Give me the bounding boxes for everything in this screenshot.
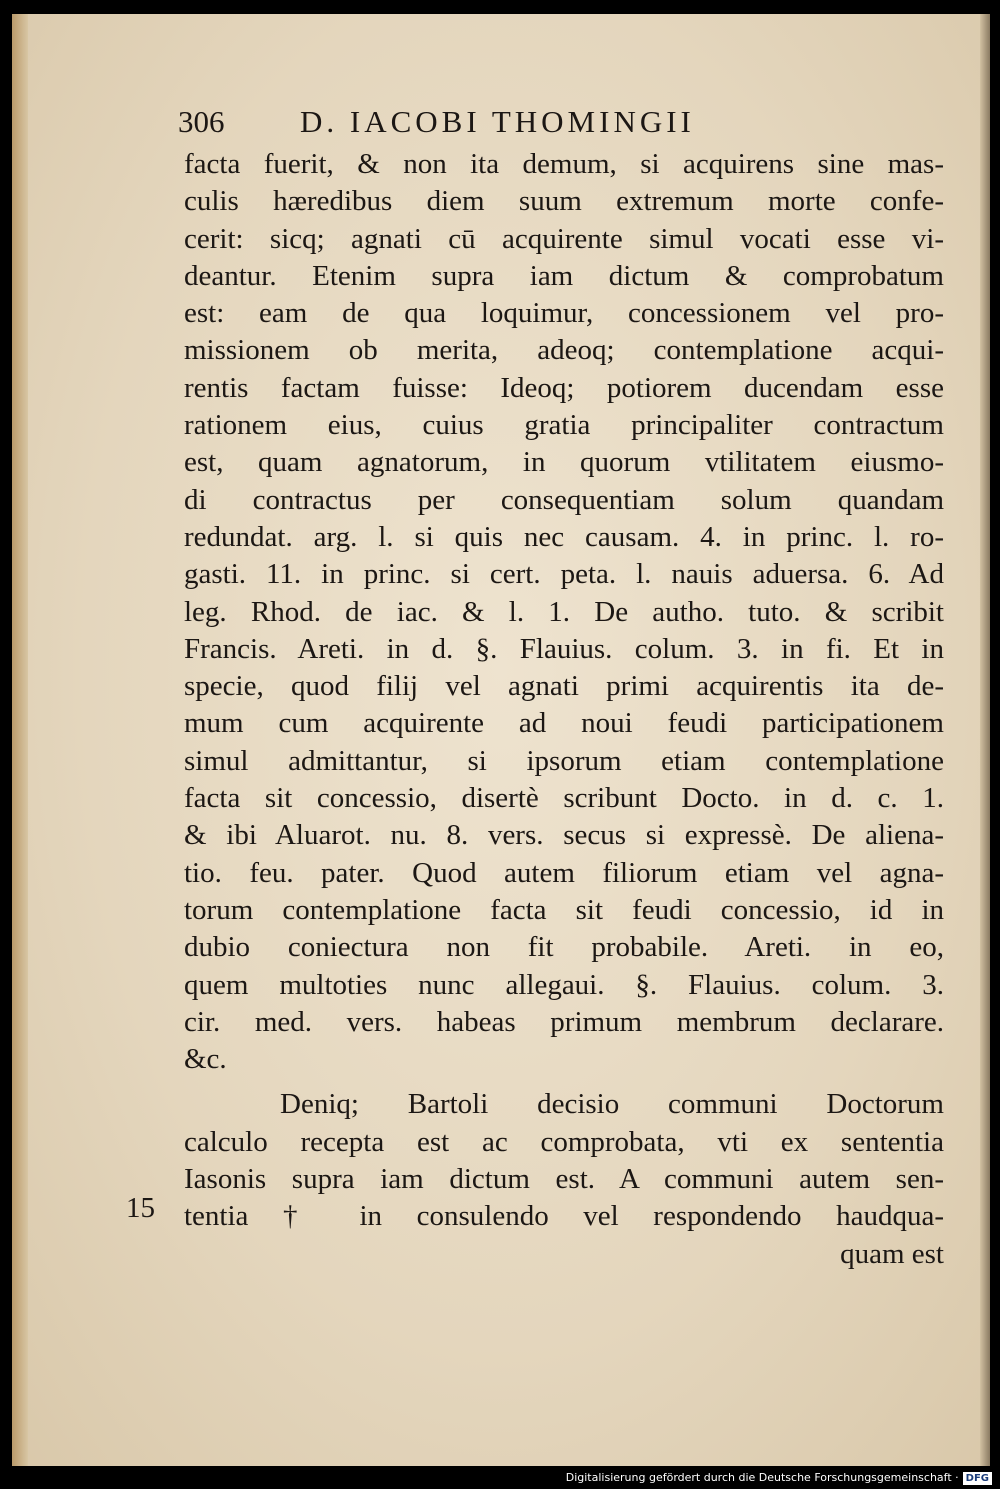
page-number: 306 <box>178 104 225 139</box>
text-line: deantur. Etenim supra iam dictum & comprobatum <box>184 259 944 292</box>
dfg-logo-icon: DFG <box>963 1472 992 1485</box>
text-line: Francis. Areti. in d. §. Flauius. colum. 3. in fi. Et in <box>184 632 944 665</box>
text-line: & ibi Aluarot. nu. 8. vers. secus si expressè. De aliena- <box>184 819 944 852</box>
text-line: missionem ob merita, adeoq; contemplatione acqui- <box>184 334 944 367</box>
page-gutter <box>12 14 28 1466</box>
text-line: culis hæredibus diem suum extremum morte confe- <box>184 185 944 218</box>
text-line: cerit: sicq; agnati cū acquirente simul vocati esse vi- <box>184 222 944 255</box>
footer-text: Digitalisierung gefördert durch die Deutsche Forschungsgemeinschaft · <box>565 1471 959 1484</box>
text-line: gasti. 11. in princ. si cert. peta. l. nauis aduersa. 6. Ad <box>184 558 944 591</box>
text-line: rationem eius, cuius gratia principaliter contractum <box>184 409 944 442</box>
text-line: rentis factam fuisse: Ideoq; potiorem ducendam esse <box>184 371 944 404</box>
text-line: specie, quod filij vel agnati primi acquirentis ita de- <box>184 670 944 703</box>
text-line: simul admittantur, si ipsorum etiam contemplatione <box>184 744 944 777</box>
paragraph-first-line: Deniq; Bartoli decisio communi Doctorum <box>280 1088 944 1121</box>
margin-number: 15 <box>126 1192 155 1224</box>
catchword: quam est <box>840 1237 944 1270</box>
text-line: torum contemplatione facta sit feudi concessio, id in <box>184 893 944 926</box>
text-line: facta sit concessio, disertè scribunt Docto. in d. c. 1. <box>184 782 944 815</box>
running-title: D. IACOBI THOMINGII <box>300 104 695 139</box>
text-line: est, quam agnatorum, in quorum vtilitatem eiusmo- <box>184 446 944 479</box>
text-line: di contractus per consequentiam solum quandam <box>184 483 944 516</box>
text-block <box>184 146 944 1273</box>
text-line: dubio coniectura non fit probabile. Areti. in eo, <box>184 931 944 964</box>
text-line: mum cum acquirente ad noui feudi participationem <box>184 707 944 740</box>
text-line: facta fuerit, & non ita demum, si acquirens sine mas- <box>184 148 944 180</box>
text-line: redundat. arg. l. si quis nec causam. 4. in princ. l. ro- <box>184 520 944 553</box>
footer-credit <box>566 1470 992 1486</box>
text-line: tio. feu. pater. Quod autem filiorum etiam vel agna- <box>184 856 944 889</box>
text-line: quem multoties nunc allegaui. §. Flauius. colum. 3. <box>184 968 944 1001</box>
text-line: Iasonis supra iam dictum est. A communi autem sen- <box>184 1163 944 1196</box>
text-line: cir. med. vers. habeas primum membrum declarare. <box>184 1005 944 1038</box>
text-line: est: eam de qua loquimur, concessionem vel pro- <box>184 297 944 330</box>
running-head <box>178 104 938 144</box>
text-line: tentia † in consulendo vel respondendo haudqua- <box>184 1200 944 1233</box>
text-line: leg. Rhod. de iac. & l. 1. De autho. tuto. & scribit <box>184 595 944 628</box>
text-line: &c. <box>184 1043 227 1076</box>
page-edge <box>980 14 990 1466</box>
text-line: calculo recepta est ac comprobata, vti ex sententia <box>184 1125 944 1158</box>
